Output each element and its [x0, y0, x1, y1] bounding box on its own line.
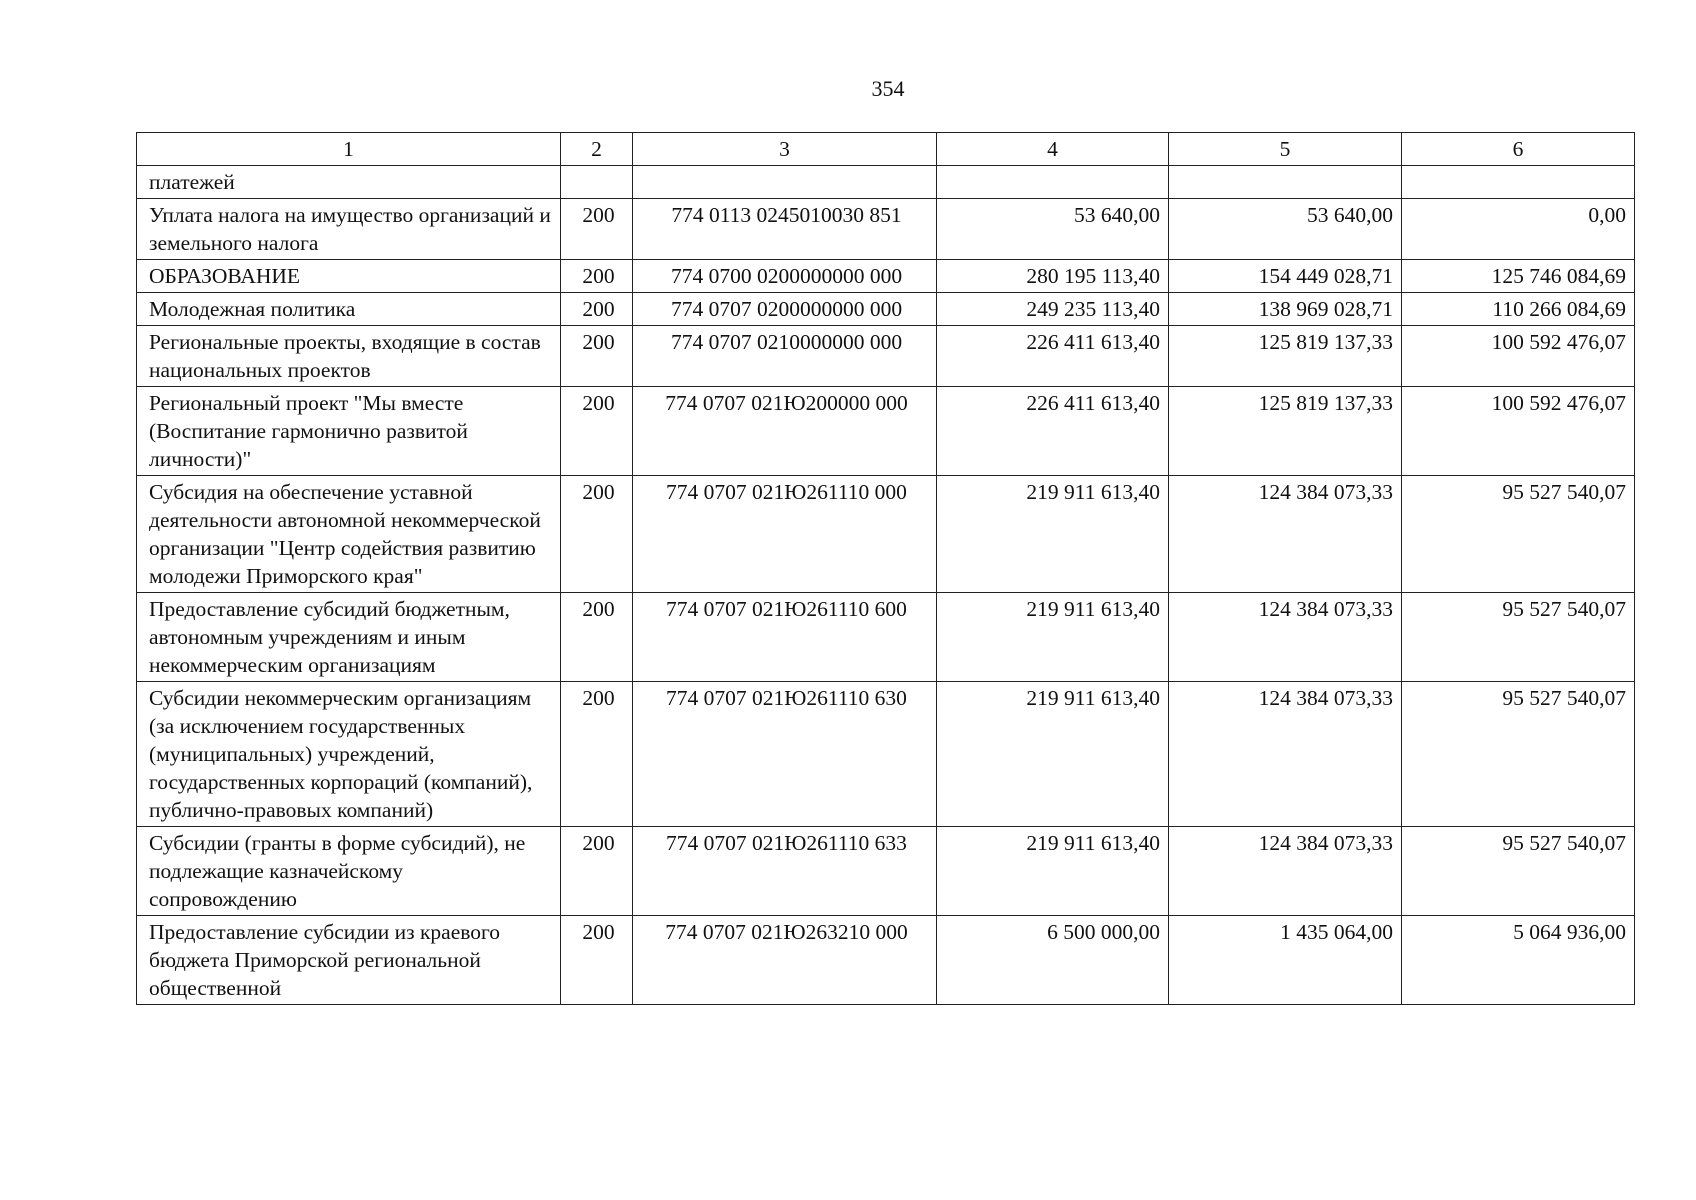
table-header-row	[137, 133, 1635, 166]
row-group: 200	[561, 326, 633, 387]
row-value-col-6: 95 527 540,07	[1402, 682, 1635, 827]
row-name: Предоставление субсидии из краевого бюджета Приморской региональной общественной	[137, 916, 561, 1005]
row-group: 200	[561, 293, 633, 326]
row-value-col-6: 110 266 084,69	[1402, 293, 1635, 326]
row-value-col-5: 124 384 073,33	[1169, 827, 1402, 916]
row-value-col-4: 219 911 613,40	[937, 593, 1169, 682]
row-name: Субсидии некоммерческим организациям (за исключением государственных (муниципальных) учреждений, государственных корпораций (компаний), публично-правовых компаний)	[137, 682, 561, 827]
row-code: 774 0700 0200000000 000	[633, 260, 937, 293]
row-value-col-5: 125 819 137,33	[1169, 387, 1402, 476]
row-value-col-6	[1402, 166, 1635, 199]
row-code: 774 0707 021Ю261110 600	[633, 593, 937, 682]
table-body	[137, 166, 1635, 1005]
row-value-col-5: 154 449 028,71	[1169, 260, 1402, 293]
table-row	[137, 476, 1635, 593]
row-value-col-4: 226 411 613,40	[937, 387, 1169, 476]
row-group: 200	[561, 476, 633, 593]
row-name: Молодежная политика	[137, 293, 561, 326]
header-col-3: 3	[633, 133, 937, 166]
row-value-col-5: 124 384 073,33	[1169, 682, 1402, 827]
row-name: платежей	[137, 166, 561, 199]
table-row	[137, 827, 1635, 916]
row-group	[561, 166, 633, 199]
table-row	[137, 166, 1635, 199]
row-name: Региональный проект "Мы вместе (Воспитание гармонично развитой личности)"	[137, 387, 561, 476]
row-value-col-4: 280 195 113,40	[937, 260, 1169, 293]
row-code: 774 0707 0200000000 000	[633, 293, 937, 326]
table-row	[137, 387, 1635, 476]
row-code: 774 0707 021Ю263210 000	[633, 916, 937, 1005]
table-row	[137, 916, 1635, 1005]
table-row	[137, 293, 1635, 326]
row-value-col-5: 138 969 028,71	[1169, 293, 1402, 326]
row-value-col-6: 95 527 540,07	[1402, 827, 1635, 916]
row-value-col-4: 219 911 613,40	[937, 682, 1169, 827]
row-value-col-5: 124 384 073,33	[1169, 476, 1402, 593]
row-code: 774 0707 021Ю261110 633	[633, 827, 937, 916]
row-value-col-4: 6 500 000,00	[937, 916, 1169, 1005]
row-name: Субсидии (гранты в форме субсидий), не подлежащие казначейскому сопровождению	[137, 827, 561, 916]
row-group: 200	[561, 387, 633, 476]
row-value-col-5: 124 384 073,33	[1169, 593, 1402, 682]
row-value-col-6: 95 527 540,07	[1402, 476, 1635, 593]
header-col-6: 6	[1402, 133, 1635, 166]
row-value-col-6: 100 592 476,07	[1402, 387, 1635, 476]
page-number: 354	[871, 76, 905, 101]
header-col-5: 5	[1169, 133, 1402, 166]
row-value-col-6: 95 527 540,07	[1402, 593, 1635, 682]
row-group: 200	[561, 260, 633, 293]
row-group: 200	[561, 827, 633, 916]
row-value-col-5	[1169, 166, 1402, 199]
row-value-col-4: 219 911 613,40	[937, 476, 1169, 593]
row-name: Субсидия на обеспечение уставной деятельности автономной некоммерческой организации "Центр содействия развитию молодежи Приморского края"	[137, 476, 561, 593]
table-row	[137, 682, 1635, 827]
budget-table	[136, 132, 1635, 1005]
table-row	[137, 260, 1635, 293]
row-value-col-6: 125 746 084,69	[1402, 260, 1635, 293]
row-code	[633, 166, 937, 199]
row-value-col-6: 100 592 476,07	[1402, 326, 1635, 387]
row-code: 774 0707 021Ю261110 630	[633, 682, 937, 827]
row-value-col-5: 53 640,00	[1169, 199, 1402, 260]
row-group: 200	[561, 199, 633, 260]
row-value-col-4: 53 640,00	[937, 199, 1169, 260]
header-col-1: 1	[137, 133, 561, 166]
row-value-col-4	[937, 166, 1169, 199]
row-group: 200	[561, 593, 633, 682]
row-name: ОБРАЗОВАНИЕ	[137, 260, 561, 293]
row-name: Уплата налога на имущество организаций и земельного налога	[137, 199, 561, 260]
table-row	[137, 199, 1635, 260]
row-name: Предоставление субсидий бюджетным, автономным учреждениям и иным некоммерческим организациям	[137, 593, 561, 682]
header-col-2: 2	[561, 133, 633, 166]
row-code: 774 0707 0210000000 000	[633, 326, 937, 387]
row-value-col-6: 0,00	[1402, 199, 1635, 260]
row-value-col-5: 125 819 137,33	[1169, 326, 1402, 387]
row-value-col-4: 219 911 613,40	[937, 827, 1169, 916]
table-row	[137, 326, 1635, 387]
row-value-col-4: 226 411 613,40	[937, 326, 1169, 387]
row-value-col-5: 1 435 064,00	[1169, 916, 1402, 1005]
table-row	[137, 593, 1635, 682]
row-group: 200	[561, 682, 633, 827]
header-col-4: 4	[937, 133, 1169, 166]
row-name: Региональные проекты, входящие в состав национальных проектов	[137, 326, 561, 387]
row-code: 774 0707 021Ю261110 000	[633, 476, 937, 593]
row-value-col-6: 5 064 936,00	[1402, 916, 1635, 1005]
row-value-col-4: 249 235 113,40	[937, 293, 1169, 326]
row-code: 774 0113 0245010030 851	[633, 199, 937, 260]
row-code: 774 0707 021Ю200000 000	[633, 387, 937, 476]
row-group: 200	[561, 916, 633, 1005]
